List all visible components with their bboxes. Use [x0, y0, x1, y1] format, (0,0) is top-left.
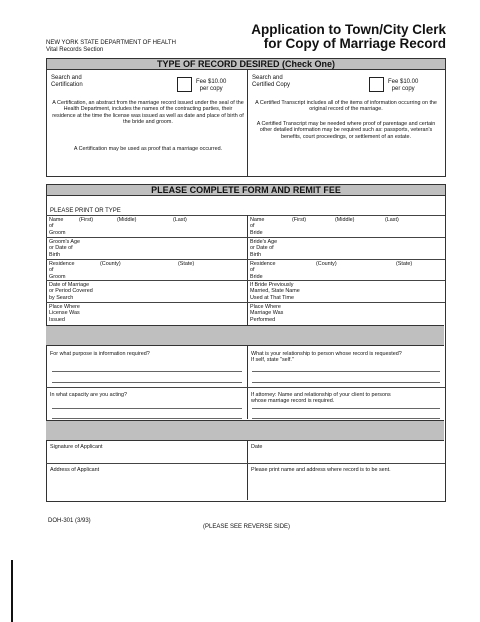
groom-state-label: (State) [178, 261, 195, 267]
bride-first-label: (First) [292, 217, 307, 223]
groom-first-label: (First) [79, 217, 94, 223]
reverse-side-note: (PLEASE SEE REVERSE SIDE) [203, 524, 291, 530]
form-title-line2: for Copy of Marriage Record [263, 36, 446, 51]
form-title [251, 23, 446, 51]
groom-county-label: (County) [100, 261, 121, 267]
groom-last-label: (Last) [173, 217, 187, 223]
certification-fee-unit: per copy [199, 86, 223, 92]
certification-checkbox[interactable] [177, 77, 192, 92]
address-field[interactable] [50, 476, 243, 498]
certified-copy-label-line2: Certified Copy [252, 82, 291, 88]
groom-middle-label: (Middle) [117, 217, 137, 223]
relationship-line-1[interactable] [252, 371, 440, 372]
bride-age-field[interactable]: Bride's Age or Date of Birth [250, 239, 278, 258]
bride-name-field[interactable]: Name (First) (Middle) (Last) of Bride [250, 217, 399, 236]
certified-copy-fee-amount: Fee $10.00 [388, 79, 419, 85]
attorney-line-1[interactable] [252, 408, 440, 409]
form-number: DOH-301 (3/93) [48, 518, 91, 524]
mailing-address-label: Please print name and address where record is to be sent. [251, 467, 391, 473]
relationship-line-2[interactable] [252, 382, 440, 383]
bride-last-label: (Last) [385, 217, 399, 223]
signature-field[interactable] [50, 452, 243, 462]
purpose-line-1[interactable] [52, 371, 242, 372]
section-name: Vital Records Section [46, 47, 104, 53]
purpose-line-2[interactable] [52, 382, 242, 383]
capacity-line-2[interactable] [52, 418, 242, 419]
date-field[interactable] [252, 452, 440, 462]
certification-fee [196, 79, 226, 93]
bride-state-label: (State) [396, 261, 413, 267]
certified-copy-description: A Certified Transcript includes all of the items of information occurring on the original record of the marriage. [255, 100, 437, 113]
print-instruction: PLEASE PRINT OR TYPE [50, 208, 121, 214]
record-type-bar: TYPE OF RECORD DESIRED (Check One) [46, 58, 446, 70]
capacity-line-1[interactable] [52, 408, 242, 409]
certification-description: A Certification, an abstract from the marriage record issued under the seal of the Health Department, includes the names of the contracting parties, their residence at the time the license was issued as well as date and place of birth of the bride and groom. [52, 100, 244, 125]
marriage-place-field[interactable]: Place Where Marriage Was Performed [250, 304, 284, 323]
mailing-address-field[interactable] [252, 476, 440, 498]
certified-copy-fee-unit: per copy [391, 86, 415, 92]
certification-label-line2: Certification [51, 82, 83, 88]
relationship-label: What is your relationship to person whose record is requested? If self, state "self." [251, 351, 402, 364]
groom-residence-field[interactable]: Residence (County) (State) of Groom [49, 261, 195, 280]
certified-copy-label [252, 75, 290, 89]
attorney-line-2[interactable] [252, 418, 440, 419]
groom-name-field[interactable]: Name (First) (Middle) (Last) of Groom [49, 217, 187, 236]
bride-middle-label: (Middle) [335, 217, 355, 223]
certification-usage: A Certification may be used as proof that a marriage occurred. [73, 146, 223, 152]
address-label: Address of Applicant [50, 467, 100, 473]
bride-residence-field[interactable]: Residence (County) (State) of Bride [250, 261, 413, 280]
bride-previous-name-field[interactable]: If Bride Previously Married, State Name Used at That Time [250, 282, 300, 301]
bride-county-label: (County) [316, 261, 337, 267]
certified-copy-fee [388, 79, 418, 93]
form-bar: PLEASE COMPLETE FORM AND REMIT FEE [46, 184, 446, 196]
form-title-line1: Application to Town/City Clerk [251, 22, 446, 37]
attorney-label: If attorney: Name and relationship of your client to persons whose marriage record is required. [251, 392, 391, 405]
certification-label-line1: Search and [51, 75, 82, 81]
signature-label: Signature of Applicant [50, 444, 103, 450]
department-name: NEW YORK STATE DEPARTMENT OF HEALTH [46, 40, 176, 46]
separator-bar-2 [46, 420, 444, 441]
separator-bar-1 [46, 325, 444, 346]
certified-copy-label-line1: Search and [252, 75, 283, 81]
certification-label [51, 75, 83, 89]
certified-copy-checkbox[interactable] [369, 77, 384, 92]
purpose-label: For what purpose is information required? [50, 351, 150, 357]
certification-fee-amount: Fee $10.00 [196, 79, 227, 85]
groom-age-field[interactable]: Groom's Age or Date of Birth [49, 239, 80, 258]
page-edge-mark [11, 560, 13, 622]
marriage-date-field[interactable]: Date of Marriage or Period Covered by Search [49, 282, 93, 301]
certified-copy-usage: A Certified Transcript may be needed where proof of parentage and certain other detailed information may be required such as: passports, veteran's benefits, court proceedings, or settlement of an estate. [256, 121, 436, 140]
license-place-field[interactable]: Place Where License Was Issued [49, 304, 80, 323]
capacity-label: In what capacity are you acting? [50, 392, 128, 398]
date-label: Date [251, 444, 263, 450]
